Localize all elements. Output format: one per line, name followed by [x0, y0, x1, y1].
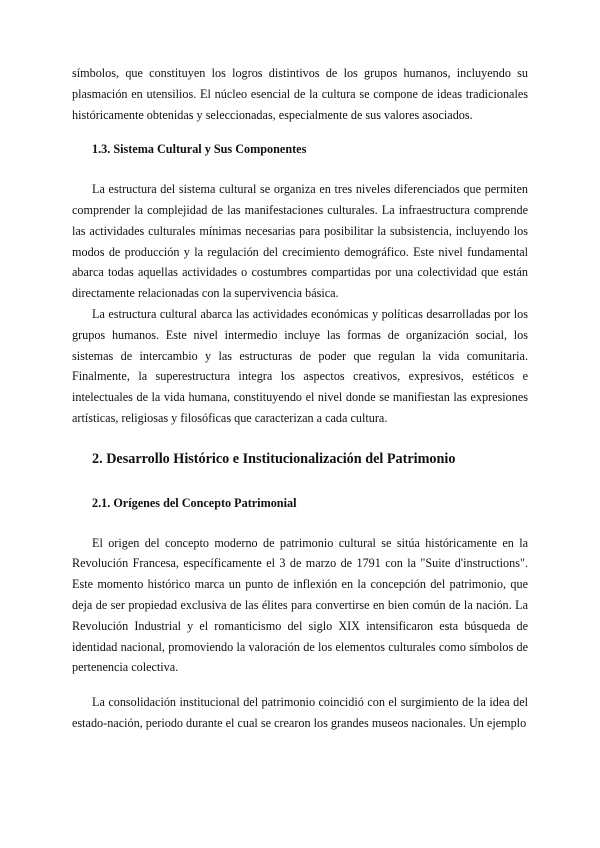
section-1-3-paragraph-1: La estructura del sistema cultural se organiza en tres niveles diferenciados que permiten comprender la complejidad de las manifestaciones culturales. La infraestructura comprende las actividades culturales mínimas necesarias para posibilitar la subsistencia, incluyendo los modos de producción y la regulación del crecimiento demográfico. Este nivel fundamental abarca todas aquellas actividades o costumbres compartidas por una colectividad que están directamente relacionadas con la supervivencia básica. [72, 182, 528, 301]
section-2-1-heading: 2.1. Orígenes del Concepto Patrimonial [92, 495, 297, 510]
spacer [72, 160, 528, 179]
section-2-1-paragraph-2: La consolidación institucional del patrimonio coincidió con el surgimiento de la idea del estado-nación, periodo durante el cual se crearon los grandes museos nacionales. Un ejemplo [72, 695, 528, 730]
document-page [72, 63, 528, 734]
spacer [72, 678, 528, 692]
section-2-heading: 2. Desarrollo Histórico e Institucionalización del Patrimonio [92, 450, 456, 467]
section-2-1-paragraph-1: El origen del concepto moderno de patrimonio cultural se sitúa históricamente en la Revolución Francesa, específicamente el 3 de marzo de 1791 con la "Suite d'instructions". Este momento histórico marca un punto de inflexión en la concepción del patrimonio, que deja de ser propiedad exclusiva de las élites para convertirse en bien común de la nación. La Revolución Industrial y el romanticismo del siglo XIX intensificaron esta búsqueda de identidad nacional, promoviendo la valoración de los elementos culturales como símbolos de pertenencia colectiva. [72, 535, 528, 675]
spacer [72, 429, 528, 448]
section-1-3-paragraph-2: La estructura cultural abarca las actividades económicas y políticas desarrolladas por los grupos humanos. Este nivel intermedio incluye las formas de organización social, los sistemas de intercambio y las estructuras de poder que regulan la vida comunitaria. Finalmente, la superestructura integra los aspectos creativos, expresivos, estéticos e intelectuales de la vida humana, constituyendo el nivel donde se manifiestan las expresiones artísticas, religiosas y filosóficas que caracterizan a cada cultura. [72, 306, 528, 425]
section-1-3-heading: 1.3. Sistema Cultural y Sus Componentes [92, 142, 307, 157]
spacer [72, 514, 528, 533]
spacer [72, 125, 528, 139]
intro-paragraph: símbolos, que constituyen los logros distintivos de los grupos humanos, incluyendo su plasmación en utensilios. El núcleo esencial de la cultura se compone de ideas tradicionales históricamente obtenidas y seleccionadas, especialmente de sus valores asociados. [72, 66, 528, 122]
spacer [72, 470, 528, 493]
